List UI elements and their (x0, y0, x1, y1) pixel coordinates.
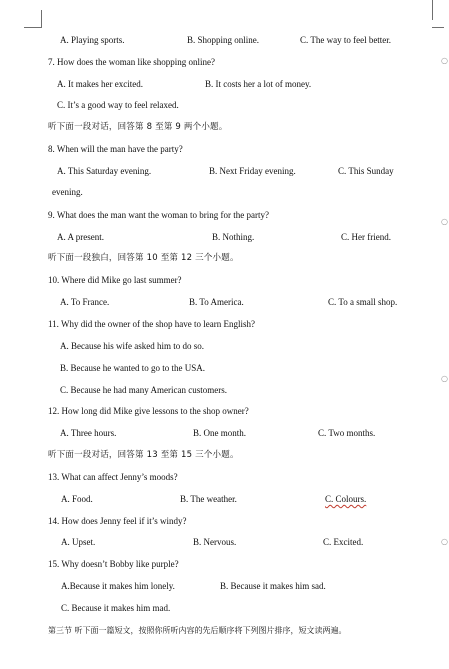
q10-option-c: C. To a small shop. (328, 297, 398, 307)
q13-option-c: C. Colours. (325, 494, 367, 504)
q7-option-a: A. It makes her excited. (57, 79, 143, 89)
q15-option-a: A.Because it makes him lonely. (61, 581, 175, 591)
question-12: 12. How long did Mike give lessons to the shop owner? (48, 406, 249, 416)
q12-option-b: B. One month. (193, 428, 246, 438)
question-9: 9. What does the man want the woman to bring for the party? (48, 210, 270, 220)
q8-option-c-continued: evening. (52, 187, 83, 197)
gutter-mark: ○ (441, 217, 448, 226)
crop-mark-top-left-horizontal (24, 27, 42, 28)
section-instruction-10-12: 听下面一段独白，回答第 10 至第 12 三个小题。 (48, 253, 239, 263)
q8-option-b: B. Next Friday evening. (209, 166, 296, 176)
section-3-instruction: 第三节 听下面一篇短文，按照你所听内容的先后顺序将下列图片排序，短文读两遍。 (48, 626, 347, 635)
gutter-mark: ○ (441, 56, 448, 65)
question-13: 13. What can affect Jenny’s moods? (48, 472, 178, 482)
q7-option-c: C. It’s a good way to feel relaxed. (57, 100, 179, 110)
q6-option-b: B. Shopping online. (187, 35, 260, 45)
section-instruction-13-15: 听下面一段对话，回答第 13 至第 15 三个小题。 (48, 450, 239, 460)
question-8: 8. When will the man have the party? (48, 144, 183, 154)
question-14: 14. How does Jenny feel if it’s windy? (48, 516, 187, 526)
crop-mark-top-right-horizontal (432, 27, 444, 28)
q15-option-b: B. Because it makes him sad. (220, 581, 326, 591)
q10-option-a: A. To France. (60, 297, 110, 307)
gutter-mark: ○ (441, 537, 448, 546)
q9-option-c: C. Her friend. (341, 232, 391, 242)
gutter-mark: ○ (441, 374, 448, 383)
q14-option-c: C. Excited. (323, 537, 364, 547)
q7-option-b: B. It costs her a lot of money. (205, 79, 312, 89)
question-15: 15. Why doesn’t Bobby like purple? (48, 559, 179, 569)
q15-option-c: C. Because it makes him mad. (61, 603, 171, 613)
question-10: 10. Where did Mike go last summer? (48, 275, 182, 285)
q9-option-a: A. A present. (57, 232, 104, 242)
q9-option-b: B. Nothing. (212, 232, 255, 242)
q11-option-b: B. Because he wanted to go to the USA. (60, 363, 205, 373)
q13-option-b: B. The weather. (180, 494, 237, 504)
q12-option-c: C. Two months. (318, 428, 376, 438)
crop-mark-top-left-vertical (41, 10, 42, 28)
question-7: 7. How does the woman like shopping online? (48, 57, 215, 67)
q11-option-a: A. Because his wife asked him to do so. (60, 341, 204, 351)
question-11: 11. Why did the owner of the shop have to learn English? (48, 319, 255, 329)
section-instruction-8-9: 听下面一段对话，回答第 8 至第 9 两个小题。 (48, 122, 228, 132)
q10-option-b: B. To America. (189, 297, 244, 307)
q8-option-c: C. This Sunday (338, 166, 394, 176)
q11-option-c: C. Because he had many American customers. (60, 385, 227, 395)
q14-option-a: A. Upset. (61, 537, 96, 547)
q8-option-a: A. This Saturday evening. (57, 166, 152, 176)
q12-option-a: A. Three hours. (60, 428, 117, 438)
crop-mark-top-right-vertical (432, 0, 433, 20)
q14-option-b: B. Nervous. (193, 537, 237, 547)
q13-option-a: A. Food. (61, 494, 93, 504)
q6-option-a: A. Playing sports. (60, 35, 125, 45)
q6-option-c: C. The way to feel better. (300, 35, 392, 45)
